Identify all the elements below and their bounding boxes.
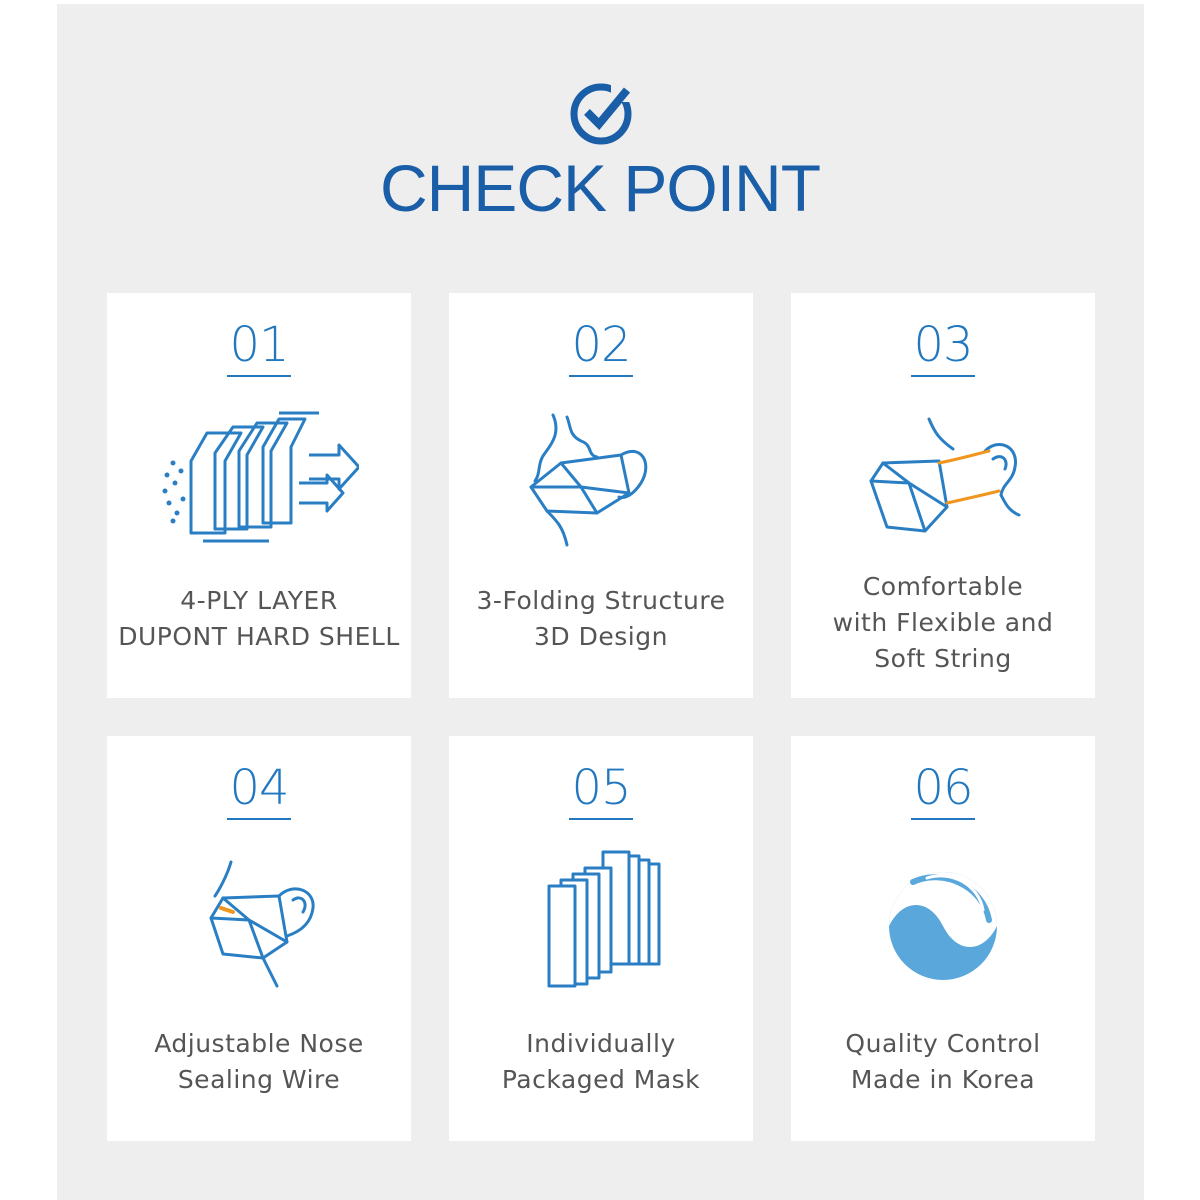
- feature-card-5: [449, 736, 753, 1141]
- korea-taegeuk-icon: [843, 846, 1043, 996]
- card-number: 05: [449, 756, 753, 820]
- card-number: 02: [449, 313, 753, 377]
- mask-ear-string-icon: [843, 403, 1043, 553]
- card-description: 4-PLY LAYER DUPONT HARD SHELL: [118, 586, 400, 651]
- page-title: CHECK POINT: [379, 151, 821, 225]
- card-number: 01: [107, 313, 411, 377]
- filter-layers-icon: [159, 403, 359, 553]
- feature-card-1: [107, 293, 411, 698]
- feature-card-4: [107, 736, 411, 1141]
- card-description: Adjustable Nose Sealing Wire: [154, 1029, 364, 1094]
- card-description: 3-Folding Structure 3D Design: [476, 586, 726, 651]
- card-description: Comfortable with Flexible and Soft String: [832, 572, 1054, 673]
- card-number: 06: [791, 756, 1095, 820]
- feature-card-2: [449, 293, 753, 698]
- check-circle-icon: [567, 78, 637, 148]
- stacked-packages-icon: [501, 846, 701, 996]
- nose-wire-mask-icon: [159, 846, 359, 996]
- card-description: Individually Packaged Mask: [501, 1029, 701, 1094]
- card-number: 04: [107, 756, 411, 820]
- card-description: Quality Control Made in Korea: [845, 1029, 1041, 1094]
- card-number: 03: [791, 313, 1095, 377]
- feature-card-3: [791, 293, 1095, 698]
- feature-card-6: [791, 736, 1095, 1141]
- face-mask-profile-icon: [501, 403, 701, 553]
